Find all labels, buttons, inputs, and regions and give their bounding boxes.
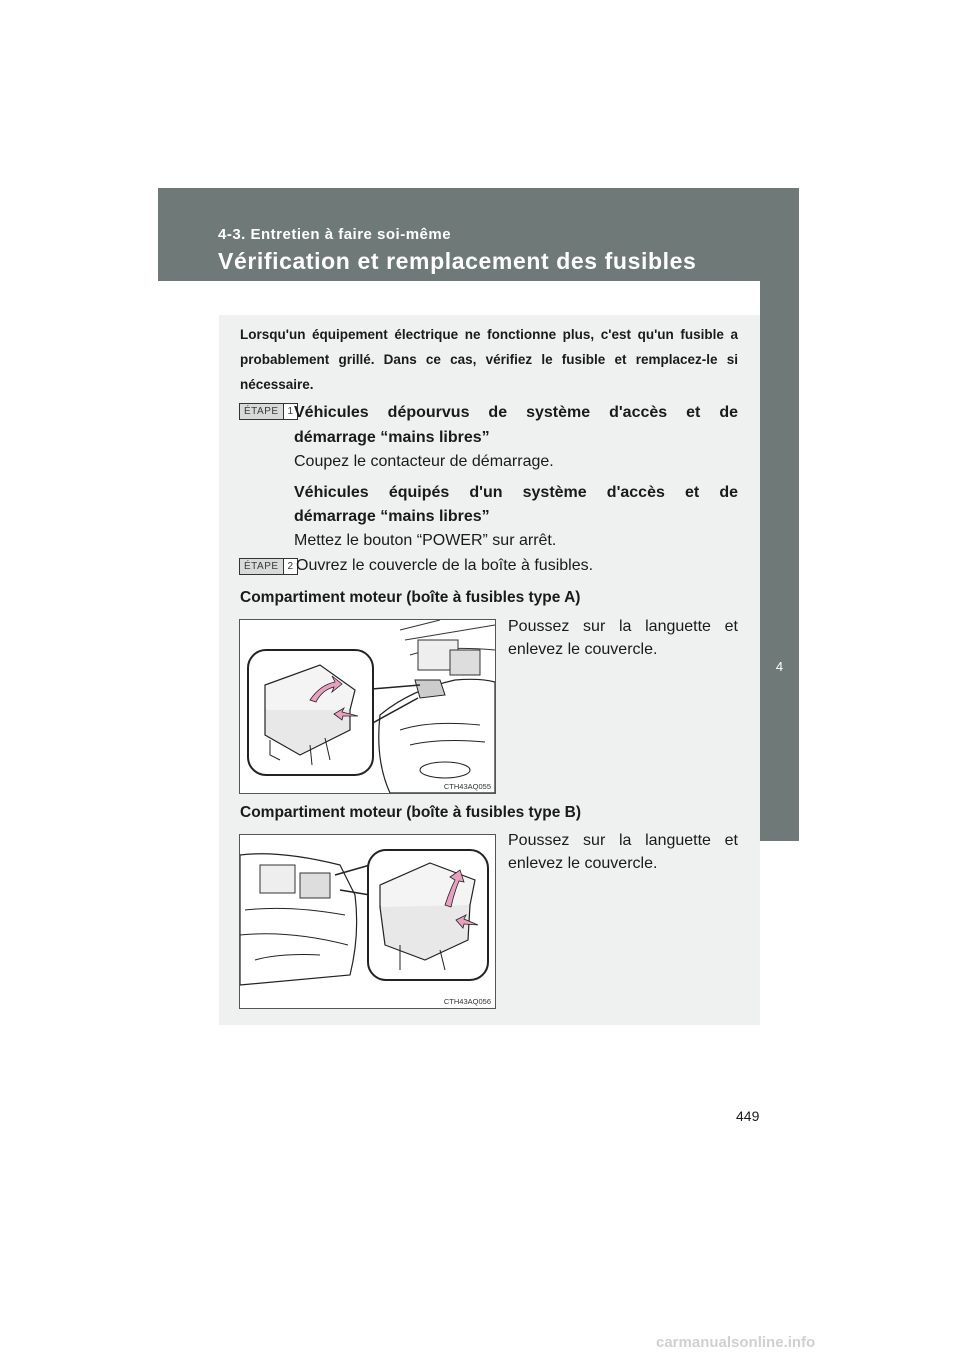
watermark-text: carmanualsonline.info [656, 1334, 816, 1351]
figure-a-illustration [239, 619, 496, 794]
figure-b-text: Poussez sur la languette et enlevez le couvercle. [508, 832, 738, 872]
figure-a-text: Poussez sur la languette et enlevez le couvercle. [508, 618, 738, 658]
chapter-label: Entretien et soin [771, 880, 787, 982]
chapter-number: 4 [775, 659, 784, 674]
figure-b-illustration [239, 834, 496, 1009]
condition-2-line-2: démarrage “mains libres” [294, 508, 490, 525]
figure-code: CTH43AQ055 [443, 782, 491, 791]
step-2-instruction: Ouvrez le couvercle de la boîte à fusibles. [296, 557, 594, 574]
figure-code: CTH43AQ056 [443, 997, 491, 1006]
instruction-2: Mettez le bouton “POWER” sur arrêt. [294, 532, 557, 549]
step-word: ÉTAPE [244, 406, 279, 417]
figure-b-heading: Compartiment moteur (boîte à fusibles type B) [240, 804, 582, 821]
condition-2-line-1: Véhicules équipés d'un système d'accès et de [294, 484, 738, 501]
page-title: Vérification et remplacement des fusibles [218, 248, 697, 274]
condition-1-line-2: démarrage “mains libres” [294, 429, 490, 446]
page-number: 449 [736, 1108, 760, 1124]
fuse-box-b-drawing [240, 835, 495, 1008]
section-label: 4-3. Entretien à faire soi-même [218, 226, 452, 243]
condition-1-line-1: Véhicules dépourvus de système d'accès et de [294, 404, 738, 421]
instruction-1: Coupez le contacteur de démarrage. [294, 453, 554, 470]
step-number: 2 [283, 559, 298, 574]
side-tab [760, 281, 799, 982]
step-badge-2 [239, 558, 298, 575]
intro-paragraph: Lorsqu'un équipement électrique ne fonctionne plus, c'est qu'un fusible a probablement grillé. Dans ce cas, vérifiez le fusible et remplacez-le si nécessaire. [240, 327, 738, 392]
figure-a-heading: Compartiment moteur (boîte à fusibles type A) [240, 589, 581, 606]
step-word: ÉTAPE [244, 561, 279, 572]
fuse-box-a-drawing [240, 620, 495, 793]
step-number: 1 [283, 404, 298, 419]
step-badge-1 [239, 403, 298, 420]
